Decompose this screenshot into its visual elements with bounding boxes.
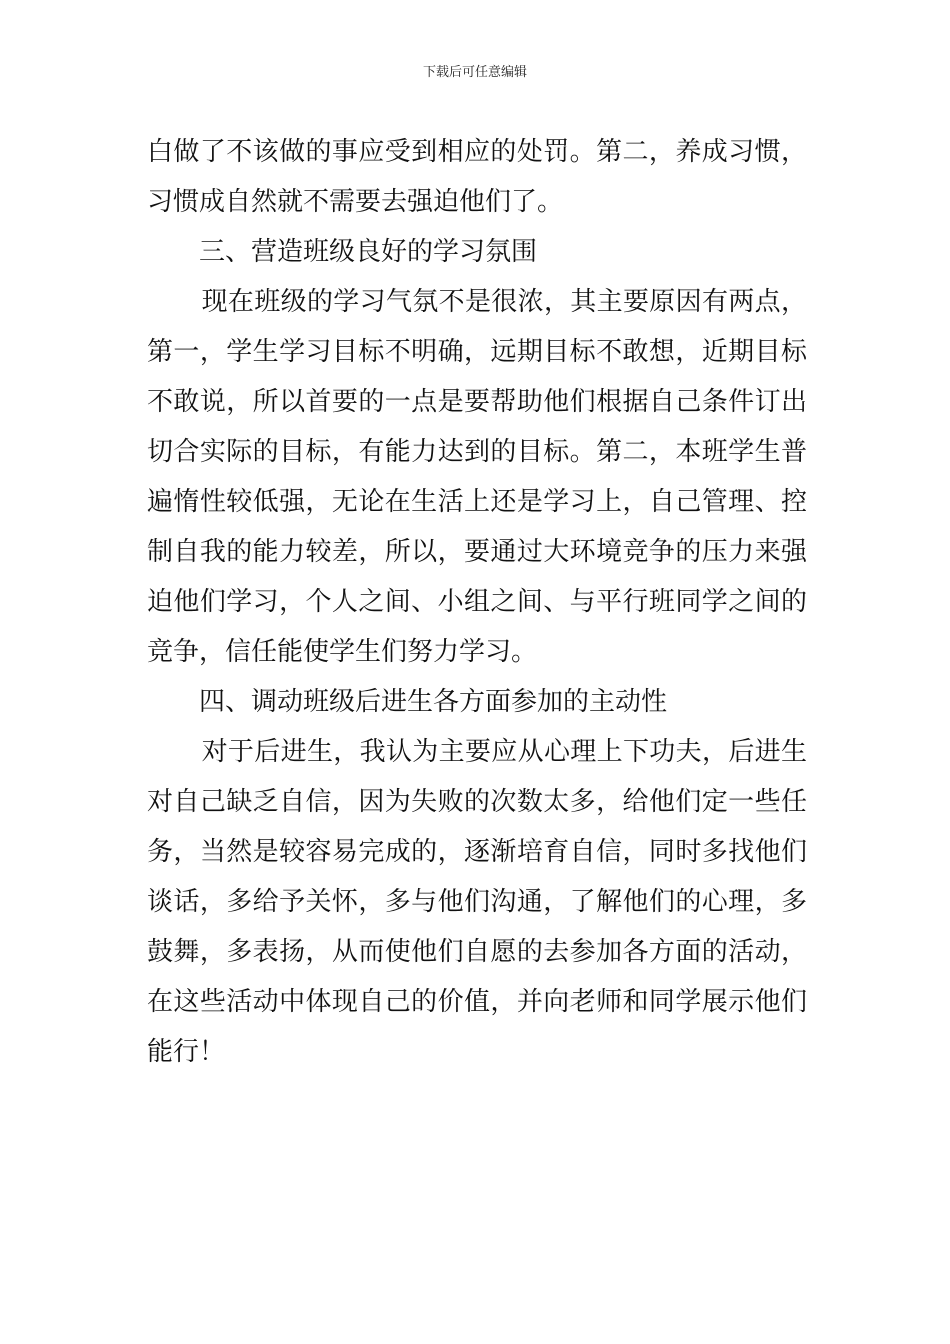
- section-heading-4: 四、调动班级后进生各方面参加的主动性: [199, 687, 668, 717]
- document-body: [147, 127, 807, 1077]
- section-heading-3: 三、营造班级良好的学习氛围: [199, 237, 538, 267]
- paragraph-struggling-students: 对于后进生，我认为主要应从心理上下功夫，后进生对自己缺乏自信，因为失败的次数太多，给他们定一些任务，当然是较容易完成的，逐渐培育自信，同时多找他们谈话，多给予关怀，多与他们沟通，了解他们的心理，多鼓舞，多表扬，从而使他们自愿的去参加各方面的活动，在这些活动中体现自己的价值，并向老师和同学展示他们能行！: [147, 737, 807, 1067]
- paragraph-class-atmosphere: 现在班级的学习气氛不是很浓，其主要原因有两点，第一，学生学习目标不明确，远期目标不敢想，近期目标不敢说，所以首要的一点是要帮助他们根据自己条件订出切合实际的目标，有能力达到的目标。第二，本班学生普遍惰性较低强，无论在生活上还是学习上，自己管理、控制自我的能力较差，所以，要通过大环境竞争的压力来强迫他们学习，个人之间、小组之间、与平行班同学之间的竞争，信任能使学生们努力学习。: [147, 287, 807, 667]
- paragraph-continuation: 白做了不该做的事应受到相应的处罚。第二，养成习惯，习惯成自然就不需要去强迫他们了。: [147, 137, 807, 217]
- page-header: 下载后可任意编辑: [422, 65, 527, 80]
